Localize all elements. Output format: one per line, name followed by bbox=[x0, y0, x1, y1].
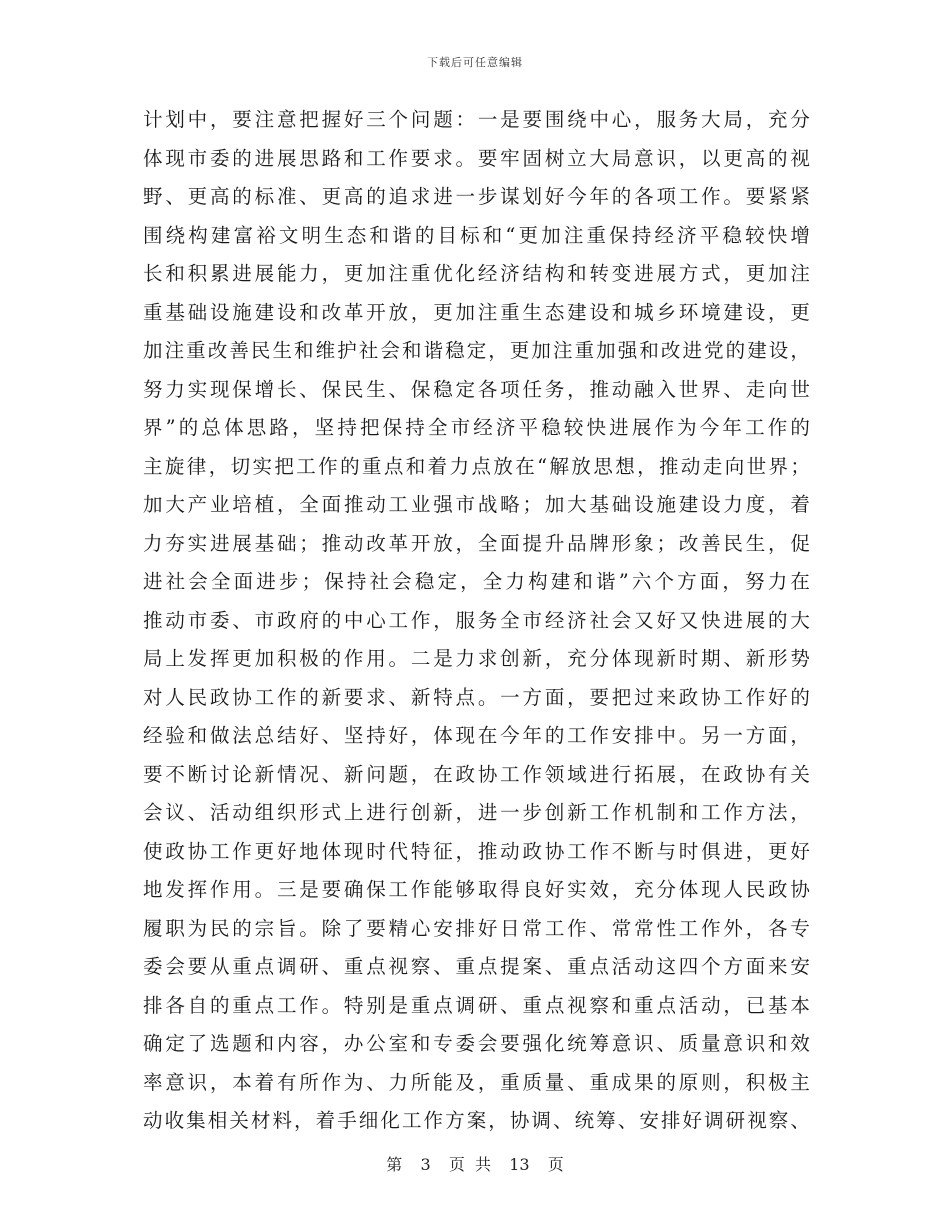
footer-total-pages: 13 bbox=[509, 1155, 530, 1174]
body-line: 界”的总体思路，坚持把保持全市经济平稳较快进展作为今年工作的 bbox=[143, 416, 811, 439]
body-line: 野、更高的标准、更高的追求进一步谋划好今年的各项工作。要紧紧 bbox=[143, 185, 811, 208]
body-line: 对人民政协工作的新要求、新特点。一方面，要把过来政协工作好的 bbox=[143, 685, 811, 709]
body-line: 主旋律，切实把工作的重点和着力点放在“解放思想，推动走向世界； bbox=[143, 454, 811, 478]
body-line: 会议、活动组织形式上进行创新，进一步创新工作机制和工作方法， bbox=[143, 801, 811, 824]
body-line: 经验和做法总结好、坚持好，体现在今年的工作安排中。另一方面， bbox=[143, 724, 811, 747]
body-line: 率意识，本着有所作为、力所能及，重质量、重成果的原则，积极主 bbox=[143, 1070, 811, 1094]
body-line: 体现市委的进展思路和工作要求。要牢固树立大局意识，以更高的视 bbox=[143, 146, 811, 170]
body-line: 推动市委、市政府的中心工作，服务全市经济社会又好又快进展的大 bbox=[143, 608, 811, 632]
body-line: 要不断讨论新情况、新问题，在政协工作领域进行拓展，在政协有关 bbox=[143, 762, 811, 786]
body-line: 履职为民的宗旨。除了要精心安排好日常工作、常常性工作外，各专 bbox=[143, 916, 811, 940]
body-line: 委会要从重点调研、重点视察、重点提案、重点活动这四个方面来安 bbox=[143, 955, 811, 978]
body-line: 重基础设施建设和改革开放，更加注重生态建设和城乡环境建设，更 bbox=[143, 300, 811, 324]
body-line: 排各自的重点工作。特别是重点调研、重点视察和重点活动，已基本 bbox=[143, 993, 811, 1017]
page-header-note: 下载后可任意编辑 bbox=[427, 56, 523, 69]
body-line: 加注重改善民生和维护社会和谐稳定，更加注重加强和改进党的建设， bbox=[143, 339, 811, 362]
body-line: 加大产业培植，全面推动工业强市战略；加大基础设施建设力度，着 bbox=[143, 493, 811, 516]
body-line: 使政协工作更好地体现时代特征，推动政协工作不断与时俱进，更好 bbox=[143, 839, 811, 863]
body-text bbox=[143, 101, 811, 1141]
footer-prefix: 第 bbox=[386, 1155, 403, 1174]
body-line: 长和积累进展能力，更加注重优化经济结构和转变进展方式，更加注 bbox=[143, 262, 811, 285]
body-line: 努力实现保增长、保民生、保稳定各项任务，推动融入世界、走向世 bbox=[143, 377, 811, 401]
body-line: 计划中，要注意把握好三个问题：一是要围绕中心，服务大局，充分 bbox=[143, 108, 811, 131]
footer-middle: 页 共 bbox=[448, 1155, 491, 1174]
body-line: 动收集相关材料，着手细化工作方案，协调、统筹、安排好调研视察、 bbox=[143, 1109, 811, 1132]
body-line: 围绕构建富裕文明生态和谐的目标和“更加注重保持经济平稳较快增 bbox=[143, 223, 811, 247]
page-footer bbox=[0, 1152, 950, 1175]
body-line: 力夯实进展基础；推动改革开放，全面提升品牌形象；改善民生，促 bbox=[143, 531, 811, 555]
body-line: 确定了选题和内容，办公室和专委会要强化统筹意识、质量意识和效 bbox=[143, 1032, 811, 1055]
body-line: 局上发挥更加积极的作用。二是力求创新，充分体现新时期、新形势 bbox=[143, 647, 811, 670]
body-line: 地发挥作用。三是要确保工作能够取得良好实效，充分体现人民政协 bbox=[143, 878, 811, 901]
footer-suffix: 页 bbox=[547, 1155, 564, 1174]
footer-current-page: 3 bbox=[420, 1155, 431, 1174]
body-line: 进社会全面进步；保持社会稳定，全力构建和谐”六个方面，努力在 bbox=[143, 570, 811, 593]
